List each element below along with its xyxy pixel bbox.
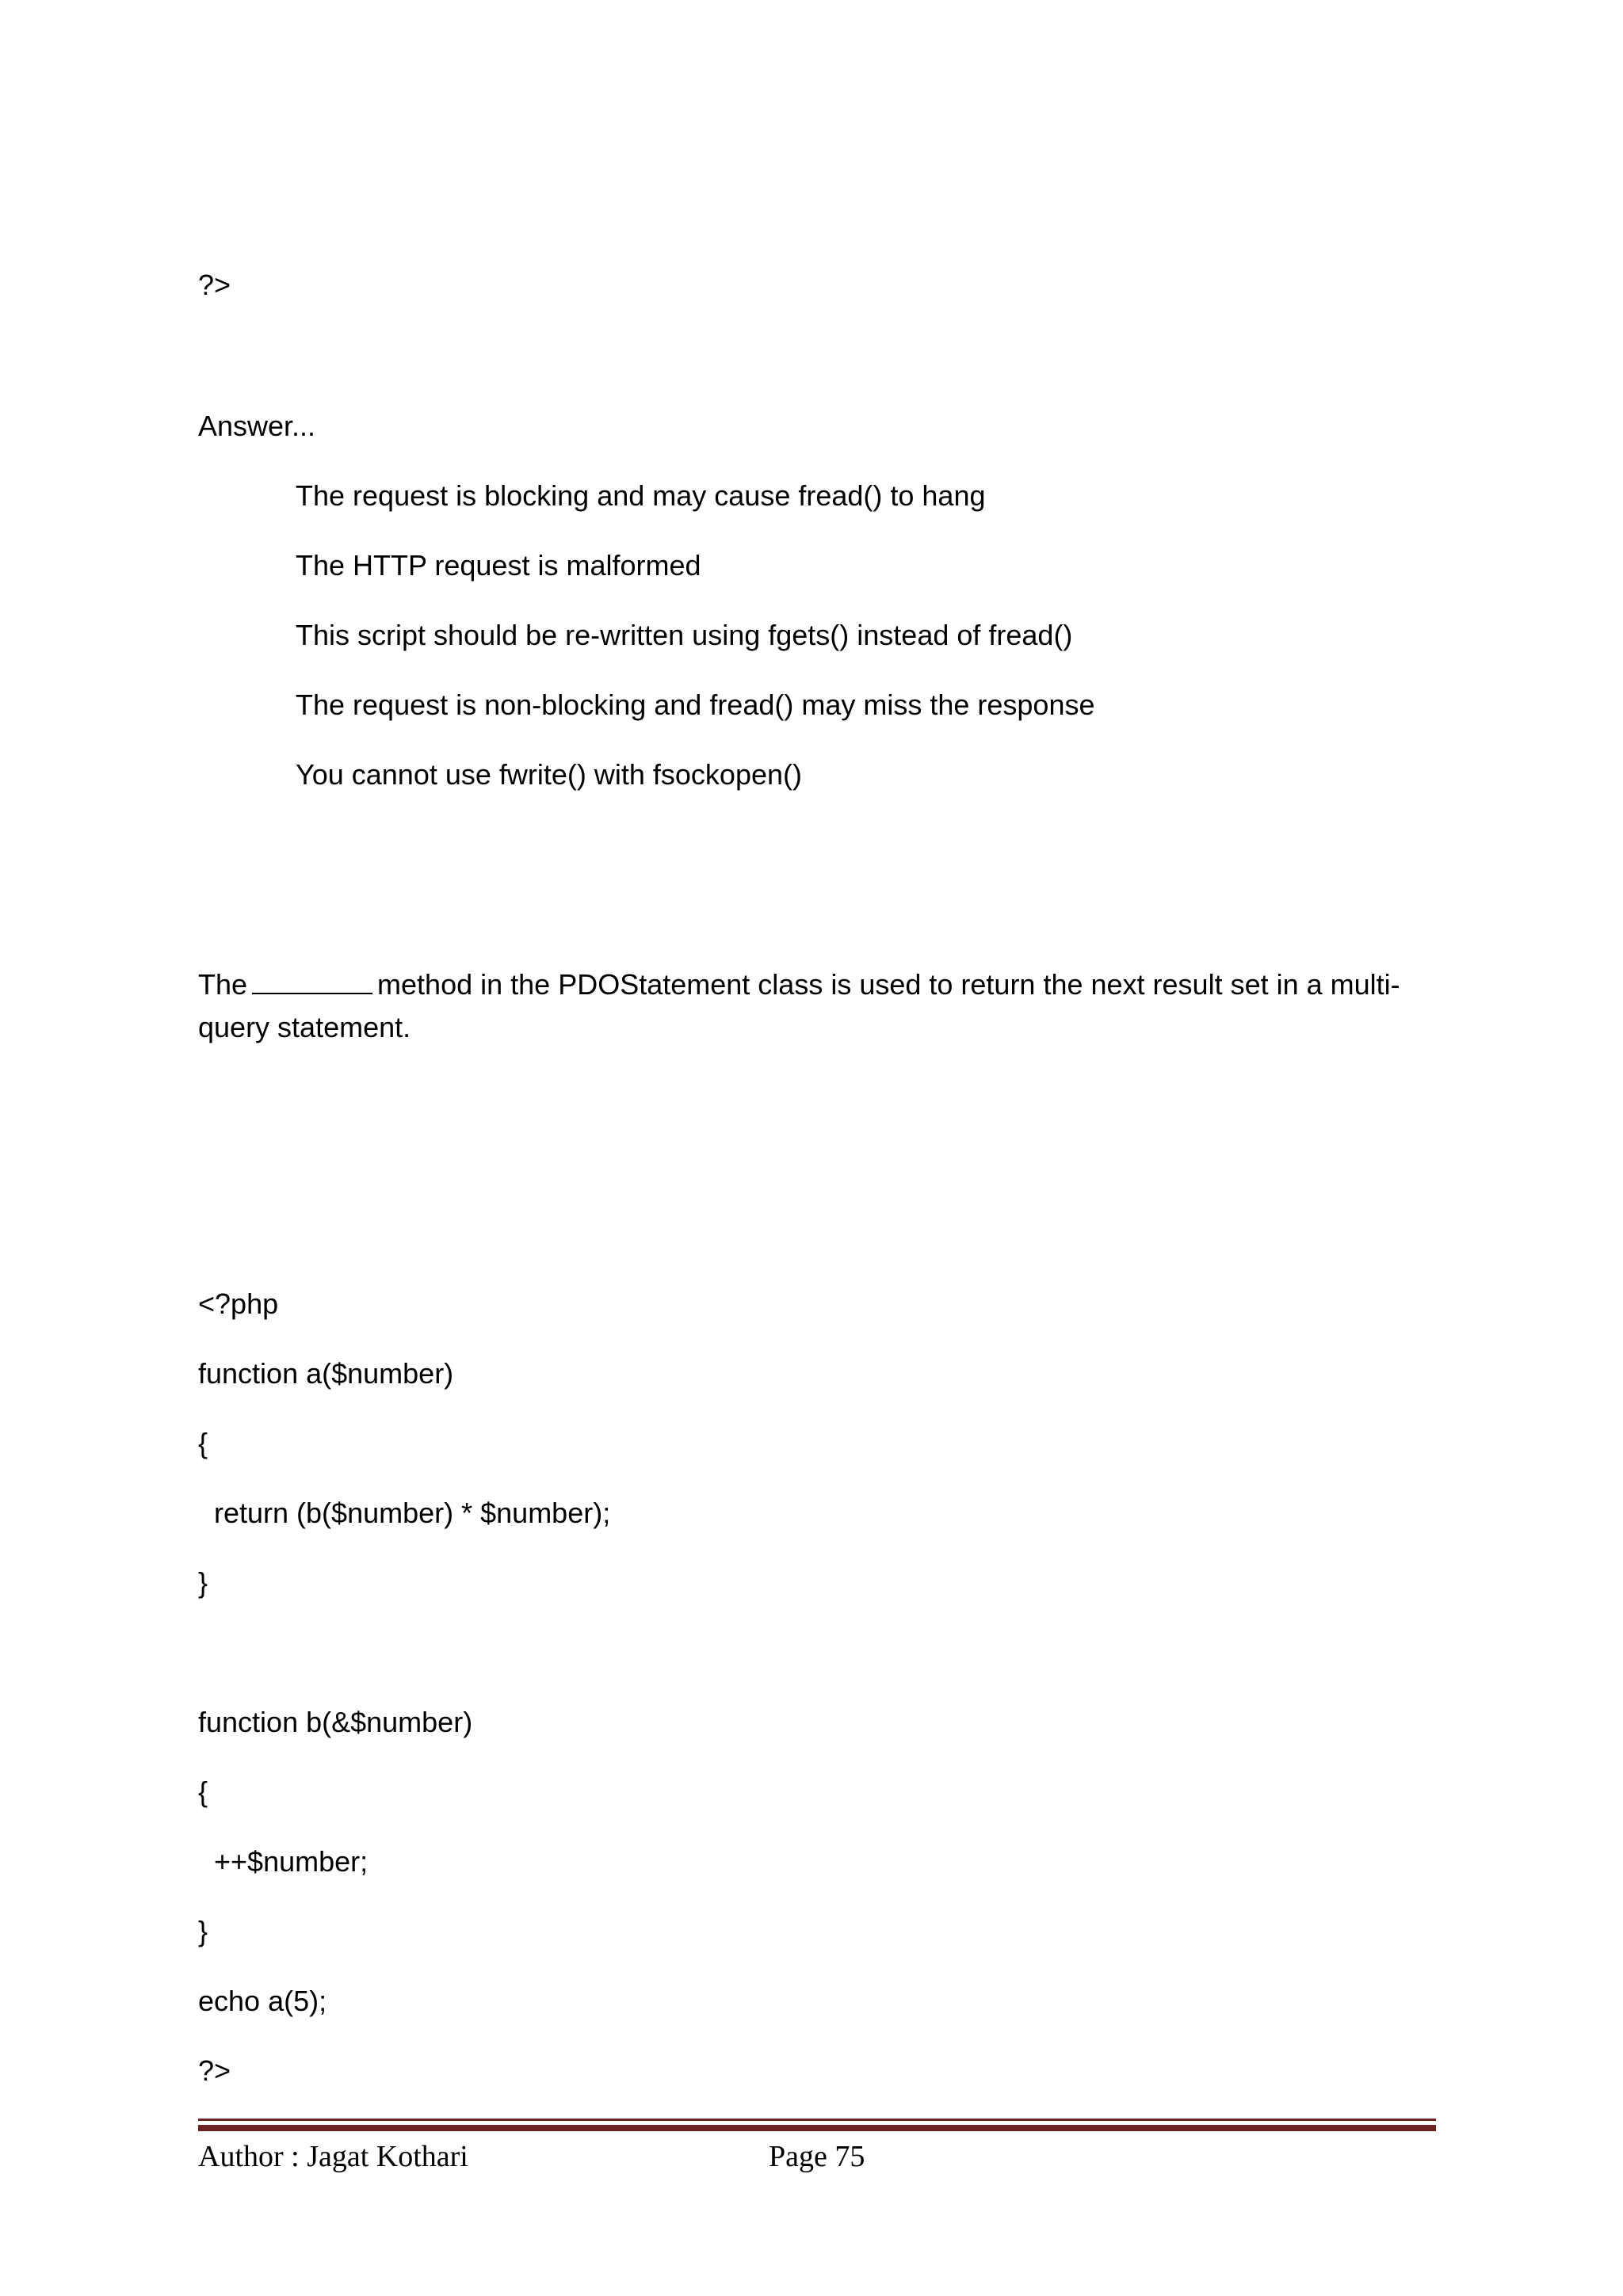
php-close-tag: ?> (198, 269, 231, 301)
code-line: ?> (198, 2054, 231, 2087)
code-line: } (198, 1915, 208, 1947)
answer-option: The request is blocking and may cause fread() to hang (296, 479, 986, 512)
answer-option: You cannot use fwrite() with fsockopen() (296, 758, 802, 791)
code-line: } (198, 1566, 208, 1599)
footer-page-number: Page 75 (769, 2140, 865, 2173)
footer-rule (198, 2119, 1436, 2121)
question-text-end: method in the PDOStatement class is used to return the next result set in a multi-query statement. (198, 968, 1400, 1043)
answer-label: Answer... (198, 410, 316, 442)
footer-author: Author : Jagat Kothari (198, 2140, 468, 2173)
code-line: return (b($number) * $number); (198, 1497, 611, 1529)
fill-in-blank (252, 969, 372, 994)
question-text (198, 963, 1434, 1049)
code-line: ++$number; (198, 1845, 369, 1878)
code-line: <?php (198, 1287, 279, 1320)
answer-option: The HTTP request is malformed (296, 549, 701, 582)
question-text-start: The (198, 968, 248, 1001)
footer-rule-thick (198, 2125, 1436, 2131)
answer-option: The request is non-blocking and fread() may miss the response (296, 688, 1095, 721)
code-line: function b(&$number) (198, 1706, 473, 1738)
code-line: { (198, 1775, 208, 1808)
code-line: { (198, 1427, 208, 1459)
code-line: echo a(5); (198, 1985, 327, 2017)
answer-option: This script should be re-written using fgets() instead of fread() (296, 619, 1073, 651)
code-line: function a($number) (198, 1357, 454, 1390)
